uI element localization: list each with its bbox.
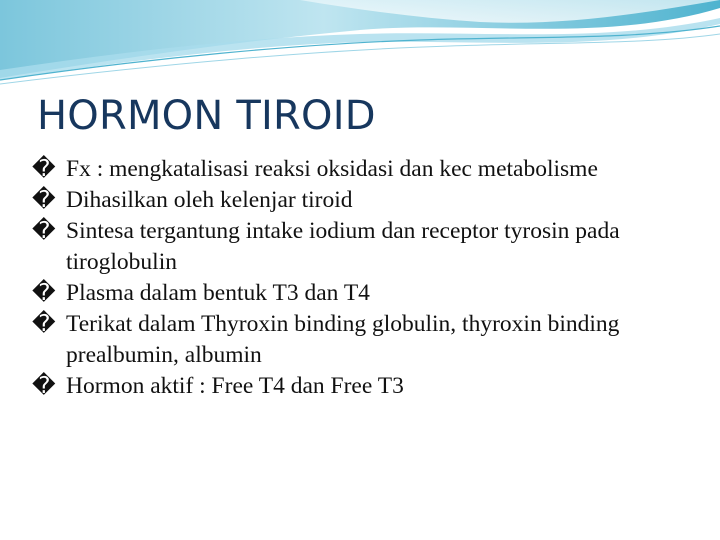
bullet-text: Plasma dalam bentuk T3 dan T4 [66,280,370,306]
bullet-text: Hormon aktif : Free T4 dan Free T3 [66,373,404,399]
header-wave-decoration [0,0,720,90]
list-item [32,371,692,402]
bullet-marker-icon: � [32,156,56,182]
bullet-marker-icon: � [32,218,56,244]
bullet-marker-icon: � [32,311,56,337]
list-item [32,154,692,185]
list-item [32,278,692,309]
bullet-text: Fx : mengkatalisasi reaksi oksidasi dan kec metabolisme [66,156,598,182]
bullet-marker-icon: � [32,280,56,306]
bullet-text: Dihasilkan oleh kelenjar tiroid [66,187,353,213]
list-item [32,216,692,278]
bullet-list [32,154,692,402]
list-item [32,185,692,216]
bullet-text: Sintesa tergantung intake iodium dan receptor tyrosin pada tiroglobulin [66,218,620,275]
bullet-marker-icon: � [32,187,56,213]
list-item [32,309,692,371]
bullet-text: Terikat dalam Thyroxin binding globulin, thyroxin binding prealbumin, albumin [66,311,620,368]
slide-title: HORMON TIROID [37,93,376,139]
bullet-marker-icon: � [32,373,56,399]
